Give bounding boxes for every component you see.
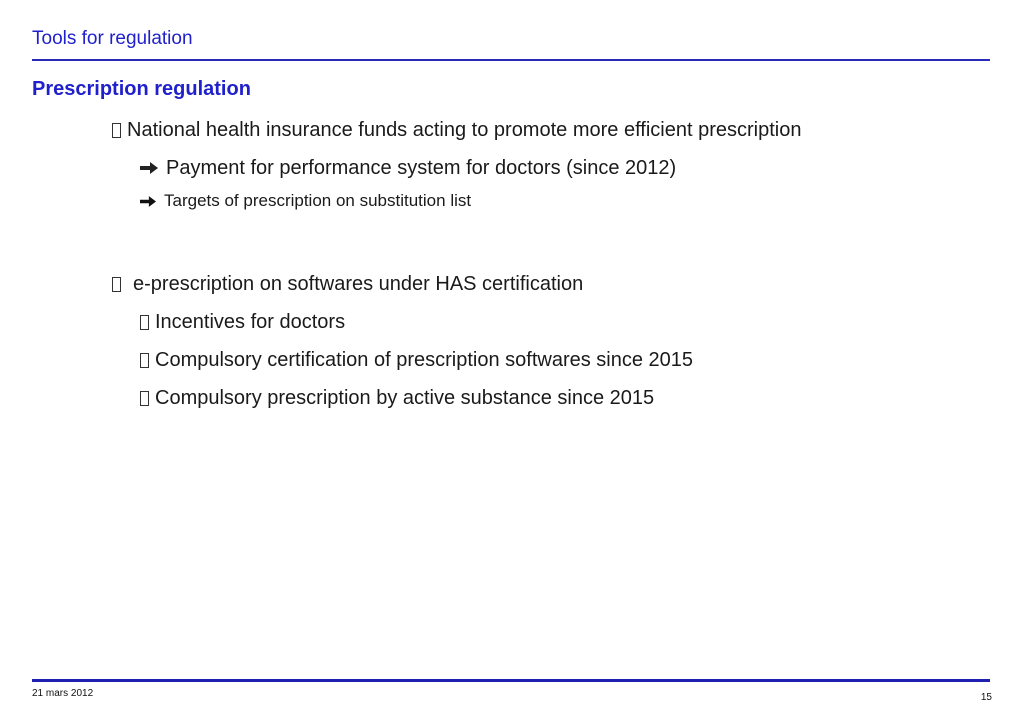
sub-bullet-item	[140, 386, 654, 410]
header-title: Tools for regulation	[32, 28, 193, 49]
sub-bullet-text: Payment for performance system for doctors (since 2012)	[166, 157, 677, 179]
checkbox-icon	[112, 123, 121, 138]
checkbox-icon	[140, 353, 149, 368]
sub-bullet-item	[140, 156, 676, 180]
sub-bullet-item	[140, 191, 471, 211]
checkbox-icon	[112, 277, 121, 292]
bullet-item	[112, 118, 801, 142]
sub-bullet-text: Compulsory certification of prescription softwares since 2015	[155, 349, 694, 371]
footer-date: 21 mars 2012	[32, 688, 94, 699]
header-divider	[32, 59, 990, 61]
bullet-text: National health insurance funds acting to promote more efficient prescription	[127, 119, 802, 141]
sub-bullet-text: Incentives for doctors	[155, 311, 346, 333]
sub-bullet-text: Compulsory prescription by active substance since 2015	[155, 387, 655, 409]
checkbox-icon	[140, 315, 149, 330]
checkbox-icon	[140, 391, 149, 406]
page-number: 15	[980, 692, 992, 703]
bullet-text: e-prescription on softwares under HAS certification	[133, 273, 584, 295]
sub-bullet-item	[140, 310, 345, 334]
arrow-right-icon	[140, 195, 156, 208]
arrow-right-icon	[140, 161, 158, 175]
footer-divider	[32, 679, 990, 682]
sub-bullet-text: Targets of prescription on substitution list	[164, 191, 472, 210]
sub-bullet-item	[140, 348, 693, 372]
bullet-item	[112, 272, 583, 296]
section-title: Prescription regulation	[32, 78, 251, 100]
